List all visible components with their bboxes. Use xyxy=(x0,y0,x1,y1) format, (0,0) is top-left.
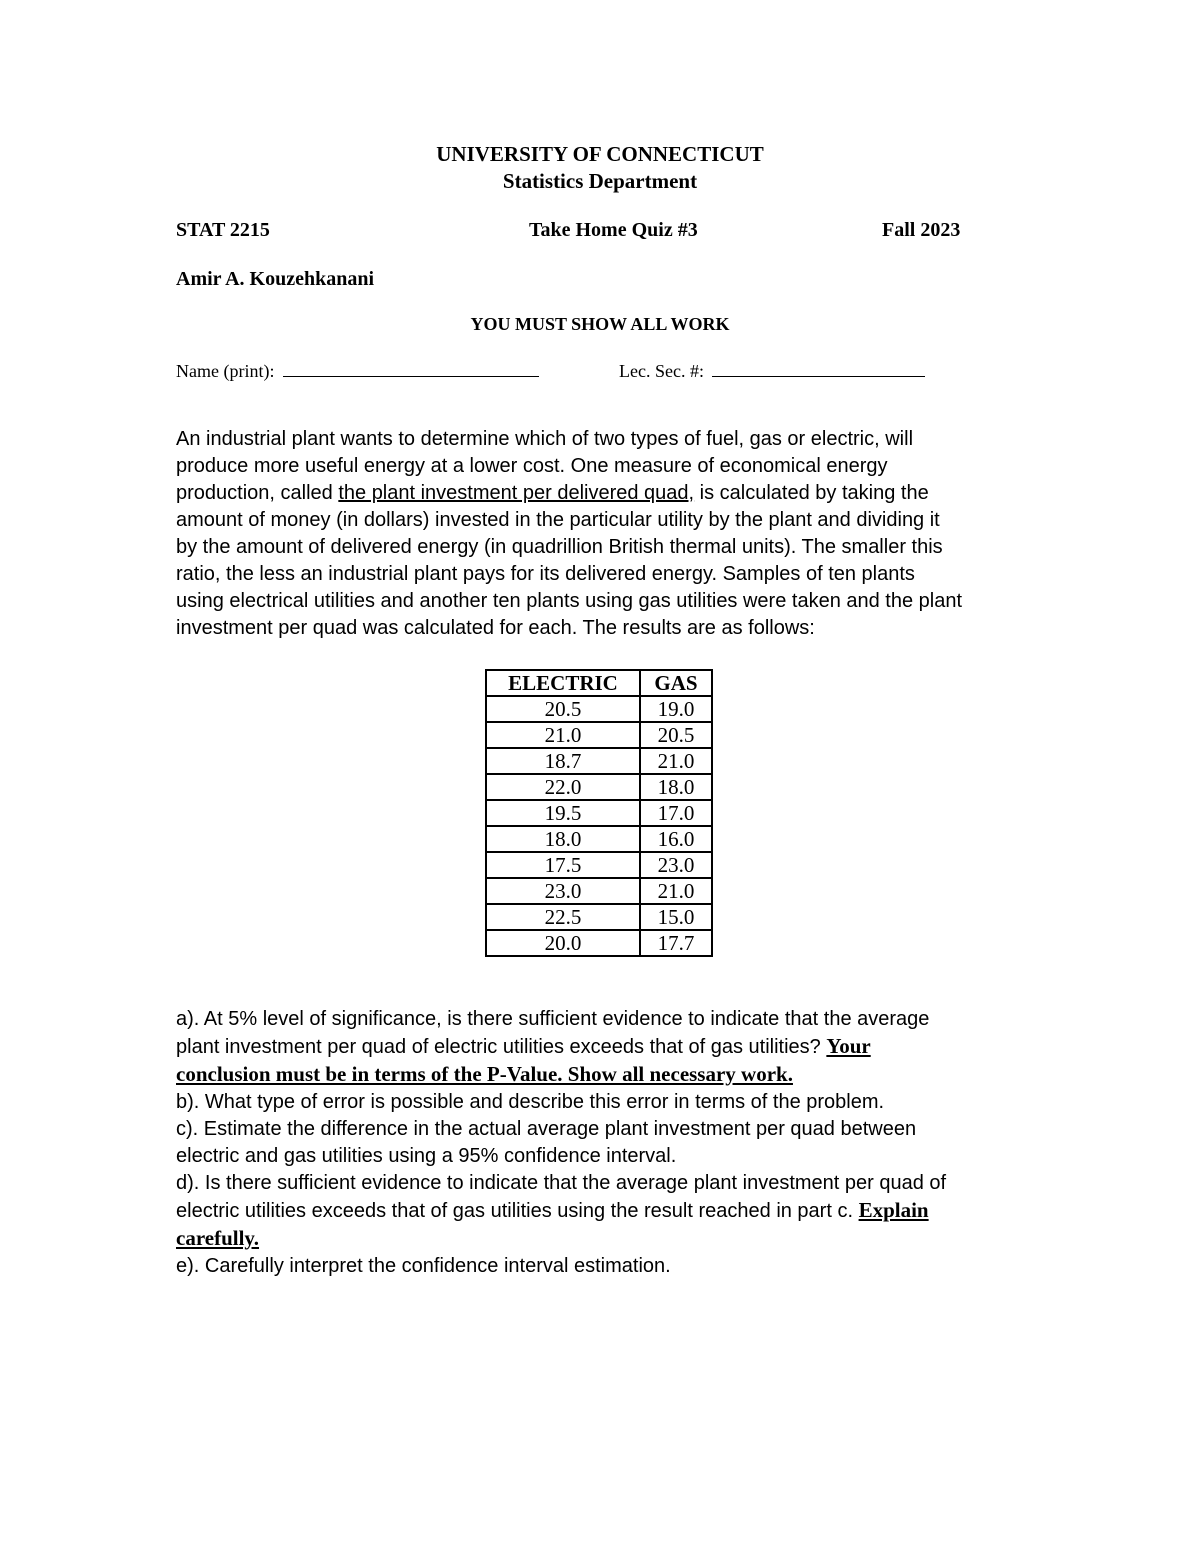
question-text: plant investment per quad of electric utilities exceeds that of gas utilities? xyxy=(176,1036,827,1058)
questions-block xyxy=(176,1006,1076,1280)
gas-cell: 17.7 xyxy=(640,930,712,956)
electric-cell: 19.5 xyxy=(486,800,640,826)
gas-cell: 19.0 xyxy=(640,696,712,722)
electric-cell: 22.5 xyxy=(486,904,640,930)
electric-cell: 20.5 xyxy=(486,696,640,722)
question-d-line xyxy=(176,1197,1076,1225)
gas-cell: 21.0 xyxy=(640,748,712,774)
question-e: e). Carefully interpret the confidence interval estimation. xyxy=(176,1255,671,1277)
data-table xyxy=(485,669,713,957)
course-code: STAT 2215 xyxy=(176,219,270,241)
intro-text: is calculated by taking the xyxy=(694,482,929,504)
question-c-line: c). Estimate the difference in the actual average plant investment per quad between xyxy=(176,1118,917,1140)
electric-cell: 21.0 xyxy=(486,722,640,748)
emphasis-text: Explain xyxy=(858,1198,929,1222)
term-definition: the plant investment per delivered quad, xyxy=(338,482,695,504)
question-a-line: a). At 5% level of significance, is there sufficient evidence to indicate that the average xyxy=(176,1008,930,1030)
instructor-name: Amir A. Kouzehkanani xyxy=(176,268,374,290)
header-gas: GAS xyxy=(640,670,712,696)
table-row xyxy=(486,878,712,904)
university-title: UNIVERSITY OF CONNECTICUT xyxy=(436,142,764,166)
intro-paragraph xyxy=(176,426,1056,642)
question-d-line: d). Is there sufficient evidence to indicate that the average plant investment per quad of xyxy=(176,1172,947,1194)
intro-text: production, called xyxy=(176,482,339,504)
table-row xyxy=(486,800,712,826)
table-row xyxy=(486,852,712,878)
intro-line: investment per quad was calculated for each. The results are as follows: xyxy=(176,617,815,639)
question-a-line xyxy=(176,1061,1076,1089)
name-label: Name (print): xyxy=(176,361,275,381)
intro-line: using electrical utilities and another ten plants using gas utilities were taken and the plant xyxy=(176,590,963,612)
question-d-line xyxy=(176,1225,1076,1253)
table-row xyxy=(486,722,712,748)
intro-line: amount of money (in dollars) invested in the particular utility by the plant and dividing it xyxy=(176,509,940,531)
emphasis-text: conclusion must be in terms of the P-Value. Show all necessary work. xyxy=(176,1062,793,1086)
term: Fall 2023 xyxy=(882,219,961,241)
electric-cell: 17.5 xyxy=(486,852,640,878)
emphasis-text: Your xyxy=(826,1034,871,1058)
question-c-line: electric and gas utilities using a 95% confidence interval. xyxy=(176,1145,677,1167)
section-label: Lec. Sec. #: xyxy=(619,361,704,381)
electric-cell: 23.0 xyxy=(486,878,640,904)
electric-cell: 22.0 xyxy=(486,774,640,800)
gas-cell: 20.5 xyxy=(640,722,712,748)
intro-line: ratio, the less an industrial plant pays for its delivered energy. Samples of ten plants xyxy=(176,563,915,585)
gas-cell: 18.0 xyxy=(640,774,712,800)
electric-cell: 18.0 xyxy=(486,826,640,852)
gas-cell: 21.0 xyxy=(640,878,712,904)
section-field[interactable] xyxy=(619,360,925,382)
intro-line: An industrial plant wants to determine which of two types of fuel, gas or electric, will xyxy=(176,428,914,450)
department-title: Statistics Department xyxy=(502,169,698,193)
emphasis-text: carefully. xyxy=(176,1226,260,1250)
header-electric: ELECTRIC xyxy=(486,670,640,696)
electric-cell: 20.0 xyxy=(486,930,640,956)
question-b: b). What type of error is possible and describe this error in terms of the problem. xyxy=(176,1091,885,1113)
table-row xyxy=(486,774,712,800)
gas-cell: 23.0 xyxy=(640,852,712,878)
intro-line: by the amount of delivered energy (in quadrillion British thermal units). The smaller this xyxy=(176,536,943,558)
gas-cell: 15.0 xyxy=(640,904,712,930)
intro-line: produce more useful energy at a lower cost. One measure of economical energy xyxy=(176,455,888,477)
quiz-title: Take Home Quiz #3 xyxy=(529,219,698,241)
intro-line xyxy=(176,480,1056,507)
table-row xyxy=(486,904,712,930)
name-blank[interactable] xyxy=(283,360,539,377)
electric-cell: 18.7 xyxy=(486,748,640,774)
section-blank[interactable] xyxy=(712,360,925,377)
table-row xyxy=(486,826,712,852)
show-work-notice: YOU MUST SHOW ALL WORK xyxy=(470,314,730,334)
question-a-line xyxy=(176,1033,1076,1061)
gas-cell: 16.0 xyxy=(640,826,712,852)
name-field[interactable] xyxy=(176,360,539,382)
table-row xyxy=(486,696,712,722)
table-row xyxy=(486,748,712,774)
table-row xyxy=(486,930,712,956)
question-text: electric utilities exceeds that of gas utilities using the result reached in part c. xyxy=(176,1200,859,1222)
gas-cell: 17.0 xyxy=(640,800,712,826)
